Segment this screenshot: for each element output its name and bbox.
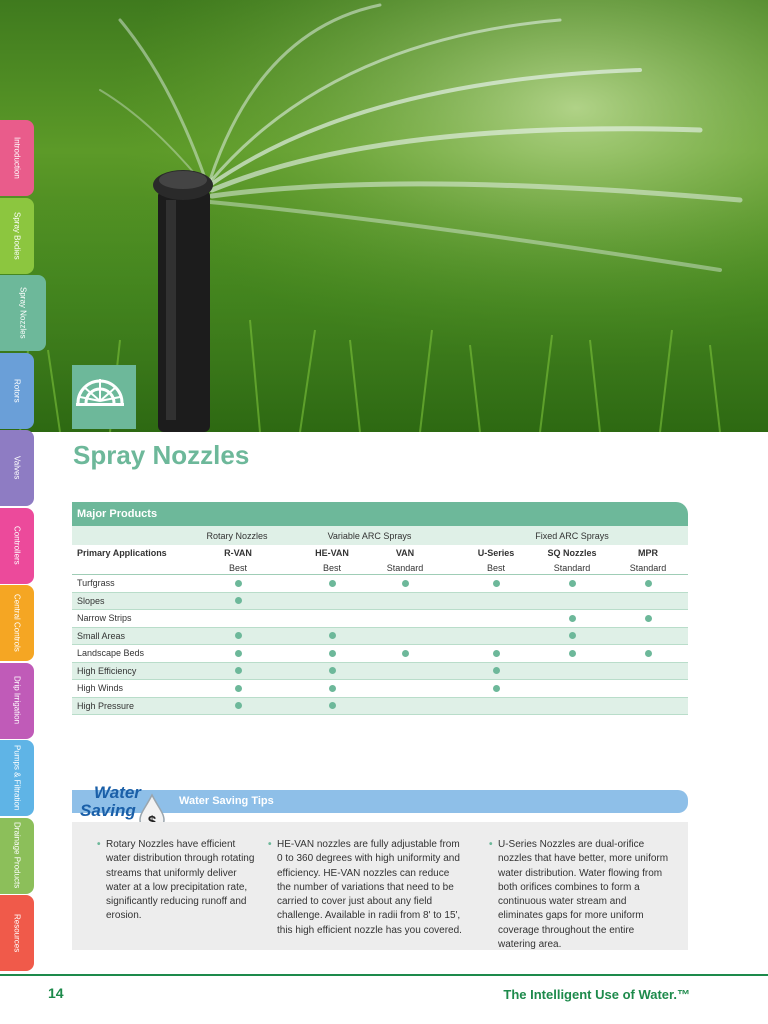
product-name: HE-VAN	[315, 548, 349, 558]
primary-applications-label: Primary Applications	[77, 548, 167, 558]
tab-drainage-products[interactable]	[0, 818, 34, 894]
table-row	[72, 575, 688, 593]
recommended-dot-icon	[329, 702, 336, 709]
product-rating: Standard	[386, 562, 424, 573]
product-rating-row	[72, 561, 688, 575]
product-name: U-Series	[477, 548, 515, 558]
group-rotary-nozzles: Rotary Nozzles	[206, 530, 268, 541]
product-rating: Standard	[553, 562, 591, 573]
tab-spray-bodies[interactable]	[0, 198, 34, 274]
products-table-header: Major Products	[72, 502, 688, 526]
product-rating: Best	[486, 562, 505, 573]
recommendation-cell	[460, 645, 532, 662]
recommendation-cell	[296, 663, 368, 680]
footer-divider	[0, 974, 768, 976]
recommended-dot-icon	[235, 597, 242, 604]
spray-nozzle-section-icon	[72, 365, 136, 429]
tab-label: Drip Irrigation	[12, 676, 22, 725]
tab-label: Spray Bodies	[12, 211, 22, 260]
recommended-dot-icon	[235, 667, 242, 674]
product-name-row	[72, 545, 688, 561]
recommendation-cell	[460, 663, 532, 680]
product-name: MPR	[638, 548, 658, 558]
tab-label: Controllers	[12, 526, 22, 565]
recommended-dot-icon	[493, 667, 500, 674]
application-label: High Pressure	[77, 700, 135, 711]
tab-pumps-filtration[interactable]	[0, 740, 34, 816]
recommendation-cell	[202, 575, 274, 592]
recommendation-cell	[202, 628, 274, 645]
recommended-dot-icon	[235, 650, 242, 657]
recommendation-cell	[296, 645, 368, 662]
recommendation-cell	[612, 645, 684, 662]
product-name: SQ Nozzles	[547, 548, 597, 558]
recommendation-cell	[202, 663, 274, 680]
page-number: 14	[48, 985, 64, 1001]
recommendation-cell	[369, 575, 441, 592]
tab-introduction[interactable]	[0, 120, 34, 196]
recommended-dot-icon	[329, 632, 336, 639]
water-saving-tips-panel	[72, 822, 688, 950]
recommended-dot-icon	[235, 702, 242, 709]
recommendation-cell	[202, 645, 274, 662]
recommended-dot-icon	[329, 650, 336, 657]
recommended-dot-icon	[329, 685, 336, 692]
application-label: Landscape Beds	[77, 648, 145, 659]
product-rating: Best	[228, 562, 247, 573]
recommendation-cell	[202, 680, 274, 697]
recommendation-cell	[296, 680, 368, 697]
tab-valves[interactable]	[0, 430, 34, 506]
recommended-dot-icon	[569, 580, 576, 587]
tip-rotary-nozzles: • Rotary Nozzles have efficient water distribution through rotating streams that uniformly deliver water at a low precipitation rate, significantly reducing runoff and erosion.	[106, 838, 256, 924]
recommendation-cell	[612, 610, 684, 627]
table-row	[72, 663, 688, 681]
footer-tagline: The Intelligent Use of Water.™	[503, 987, 690, 1002]
table-row	[72, 698, 688, 716]
recommended-dot-icon	[402, 580, 409, 587]
tab-label: Rotors	[12, 378, 22, 403]
product-rating: Best	[322, 562, 341, 573]
recommended-dot-icon	[569, 615, 576, 622]
table-row	[72, 593, 688, 611]
recommended-dot-icon	[235, 685, 242, 692]
hero-photo	[0, 0, 768, 432]
tab-label: Resources	[12, 913, 22, 953]
recommended-dot-icon	[645, 580, 652, 587]
recommended-dot-icon	[493, 580, 500, 587]
recommendation-cell	[202, 593, 274, 610]
application-label: High Efficiency	[77, 665, 137, 676]
product-rating: Standard	[629, 562, 667, 573]
water-saving-logo-word2: Saving	[80, 801, 136, 820]
recommended-dot-icon	[402, 650, 409, 657]
recommendation-cell	[296, 628, 368, 645]
recommended-dot-icon	[235, 580, 242, 587]
tab-label: Central Controls	[12, 594, 22, 652]
recommended-dot-icon	[235, 632, 242, 639]
water-saving-tips-title: Water Saving Tips	[179, 795, 274, 807]
tab-drip-irrigation[interactable]	[0, 663, 34, 739]
recommendation-cell	[536, 645, 608, 662]
group-variable-arc-sprays: Variable ARC Sprays	[327, 530, 412, 541]
recommended-dot-icon	[645, 650, 652, 657]
recommendation-cell	[536, 610, 608, 627]
tab-controllers[interactable]	[0, 508, 34, 584]
major-products-table	[72, 502, 688, 715]
recommended-dot-icon	[569, 650, 576, 657]
application-label: Small Areas	[77, 630, 126, 641]
recommendation-cell	[296, 575, 368, 592]
recommendation-cell	[536, 628, 608, 645]
product-name: R-VAN	[224, 548, 252, 558]
recommended-dot-icon	[493, 650, 500, 657]
application-label: Turfgrass	[77, 578, 115, 589]
table-row	[72, 645, 688, 663]
recommendation-cell	[369, 645, 441, 662]
recommended-dot-icon	[329, 580, 336, 587]
tab-label: Pumps & Filtration	[12, 745, 22, 811]
application-label: High Winds	[77, 683, 124, 694]
tip-he-van: • HE-VAN nozzles are fully adjustable from 0 to 360 degrees with high uniformity and efficiency. HE-VAN nozzles can reduce the number of variations that need to be carried to cover just about any field challenge. Available in radii from 8' to 15', this high efficient nozzle has you covered.	[277, 838, 462, 938]
tab-label: Introduction	[12, 137, 22, 179]
application-label: Slopes	[77, 595, 105, 606]
tab-rotors[interactable]	[0, 353, 34, 429]
tab-central-controls[interactable]	[0, 585, 34, 661]
product-group-row	[72, 526, 688, 545]
water-saving-logo-word1: Water	[94, 783, 141, 802]
recommendation-cell	[202, 698, 274, 715]
group-fixed-arc-sprays: Fixed ARC Sprays	[535, 530, 609, 541]
page-title: Spray Nozzles	[73, 440, 250, 470]
tab-label: Drainage Products	[12, 822, 22, 889]
tab-resources[interactable]	[0, 895, 34, 971]
application-label: Narrow Strips	[77, 613, 132, 624]
recommendation-cell	[460, 575, 532, 592]
product-name: VAN	[395, 548, 415, 558]
tip-u-series: • U-Series Nozzles are dual-orifice nozzles that have better, more uniform water distribution. Water flowing from both orifices combines to form a continuous water stream and eliminates gaps for more uniform coverage throughout the entire watering area.	[498, 838, 670, 952]
tab-spray-nozzles[interactable]	[0, 275, 46, 351]
recommended-dot-icon	[645, 615, 652, 622]
recommended-dot-icon	[329, 667, 336, 674]
recommendation-cell	[460, 680, 532, 697]
table-row	[72, 680, 688, 698]
table-row	[72, 610, 688, 628]
recommendation-cell	[536, 575, 608, 592]
recommended-dot-icon	[569, 632, 576, 639]
tab-label: Spray Nozzles	[18, 287, 28, 339]
recommendation-cell	[296, 698, 368, 715]
recommendation-cell	[612, 575, 684, 592]
table-row	[72, 628, 688, 646]
tab-label: Valves	[12, 456, 22, 480]
recommended-dot-icon	[493, 685, 500, 692]
